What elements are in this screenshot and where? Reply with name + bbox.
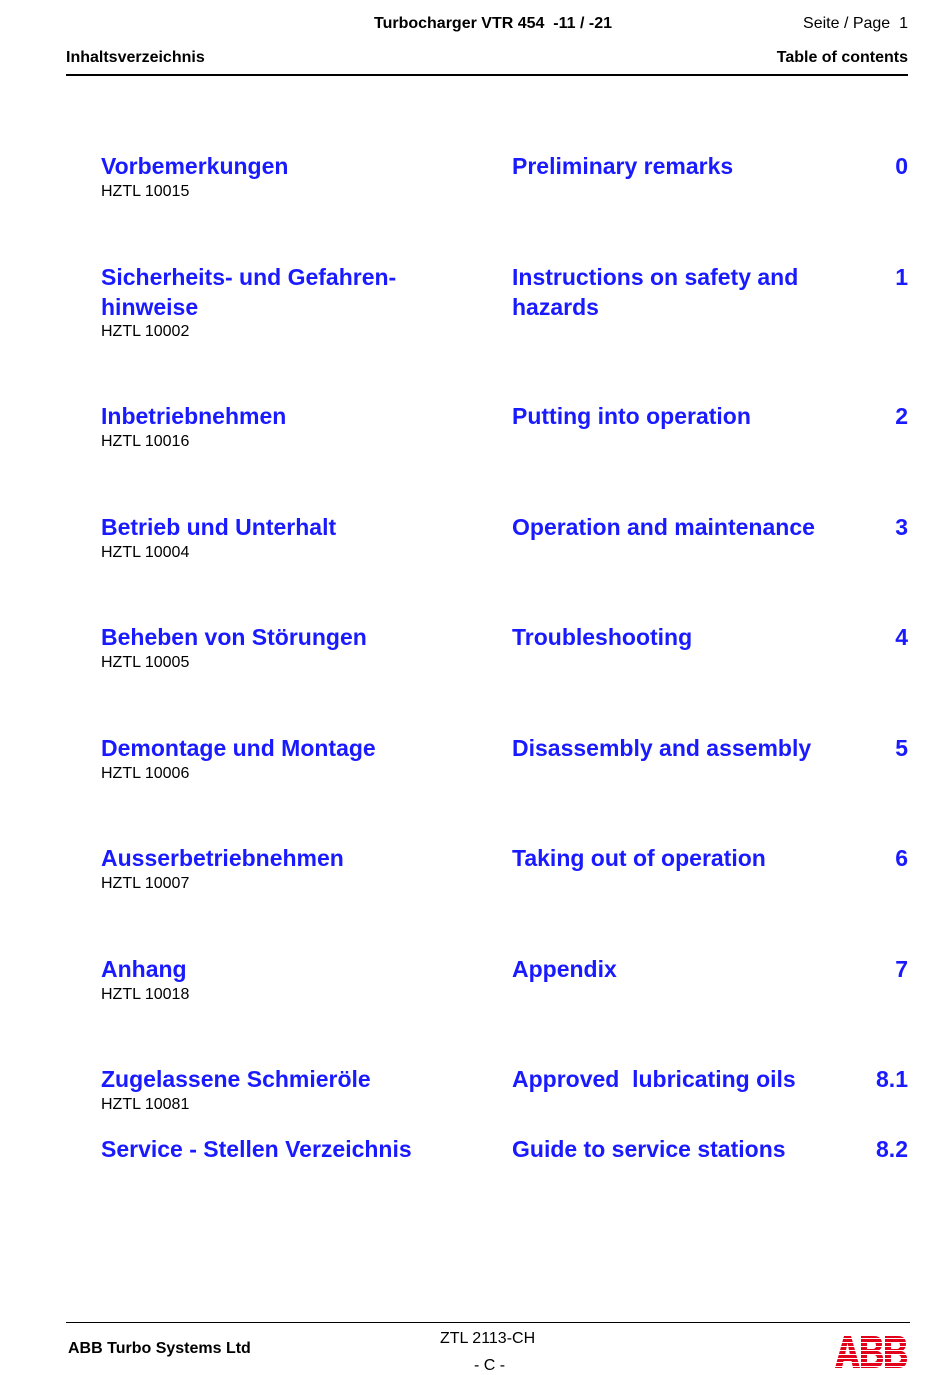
- toc-title-en[interactable]: Operation and maintenance: [512, 514, 815, 540]
- toc-title-en[interactable]: Instructions on safety and hazards: [512, 264, 805, 320]
- page-code: - C -: [474, 1357, 506, 1374]
- company-name: ABB Turbo Systems Ltd: [68, 1340, 251, 1357]
- toc-title-en[interactable]: Troubleshooting: [512, 624, 693, 650]
- toc-doc-code: HZTL 10015: [101, 183, 190, 200]
- toc-doc-code: HZTL 10081: [101, 1096, 190, 1113]
- section-label-de: Inhaltsverzeichnis: [66, 49, 205, 66]
- toc-title-de[interactable]: Ausserbetriebnehmen: [101, 845, 344, 871]
- toc-title-en[interactable]: Appendix: [512, 956, 617, 982]
- toc-title-en[interactable]: Guide to service stations: [512, 1136, 786, 1162]
- toc-doc-code: HZTL 10007: [101, 875, 190, 892]
- header-divider: [66, 74, 908, 76]
- toc-chapter-number: 7: [895, 956, 908, 982]
- toc-title-de[interactable]: Sicherheits- und Gefahren-hinweise: [101, 264, 397, 320]
- toc-title-de[interactable]: Vorbemerkungen: [101, 153, 289, 179]
- section-label-en: Table of contents: [776, 49, 908, 66]
- toc-title-en[interactable]: Approved lubricating oils: [512, 1066, 796, 1092]
- page-number: Seite / Page 1: [803, 15, 908, 32]
- toc-title-de[interactable]: Zugelassene Schmieröle: [101, 1066, 371, 1092]
- toc-title-en[interactable]: Taking out of operation: [512, 845, 766, 871]
- toc-chapter-number: 2: [895, 403, 908, 429]
- toc-chapter-number: 6: [895, 845, 908, 871]
- toc-chapter-number: 5: [895, 735, 908, 761]
- toc-title-de[interactable]: Anhang: [101, 956, 187, 982]
- toc-title-de[interactable]: Beheben von Störungen: [101, 624, 367, 650]
- toc-chapter-number: 4: [895, 624, 908, 650]
- toc-title-de[interactable]: Demontage und Montage: [101, 735, 376, 761]
- toc-chapter-number: 0: [895, 153, 908, 179]
- toc-doc-code: HZTL 10002: [101, 323, 190, 340]
- toc-chapter-number: 8.1: [876, 1066, 908, 1092]
- document-number: ZTL 2113-CH: [440, 1330, 536, 1347]
- toc-doc-code: HZTL 10004: [101, 544, 190, 561]
- toc-title-de[interactable]: Inbetriebnehmen: [101, 403, 287, 429]
- toc-title-en[interactable]: Disassembly and assembly: [512, 735, 812, 761]
- toc-doc-code: HZTL 10018: [101, 986, 190, 1003]
- toc-chapter-number: 1: [895, 264, 908, 290]
- footer-divider: [66, 1322, 910, 1323]
- toc-title-de[interactable]: Service - Stellen Verzeichnis: [101, 1136, 412, 1162]
- document-title: Turbocharger VTR 454 -11 / -21: [374, 15, 613, 32]
- toc-title-de[interactable]: Betrieb und Unterhalt: [101, 514, 337, 540]
- toc-doc-code: HZTL 10006: [101, 765, 190, 782]
- toc-doc-code: HZTL 10016: [101, 433, 190, 450]
- toc-chapter-number: 3: [895, 514, 908, 540]
- toc-chapter-number: 8.2: [876, 1136, 908, 1162]
- toc-title-en[interactable]: Putting into operation: [512, 403, 751, 429]
- toc-title-en[interactable]: Preliminary remarks: [512, 153, 734, 179]
- toc-doc-code: HZTL 10005: [101, 654, 190, 671]
- abb-logo: [834, 1335, 910, 1369]
